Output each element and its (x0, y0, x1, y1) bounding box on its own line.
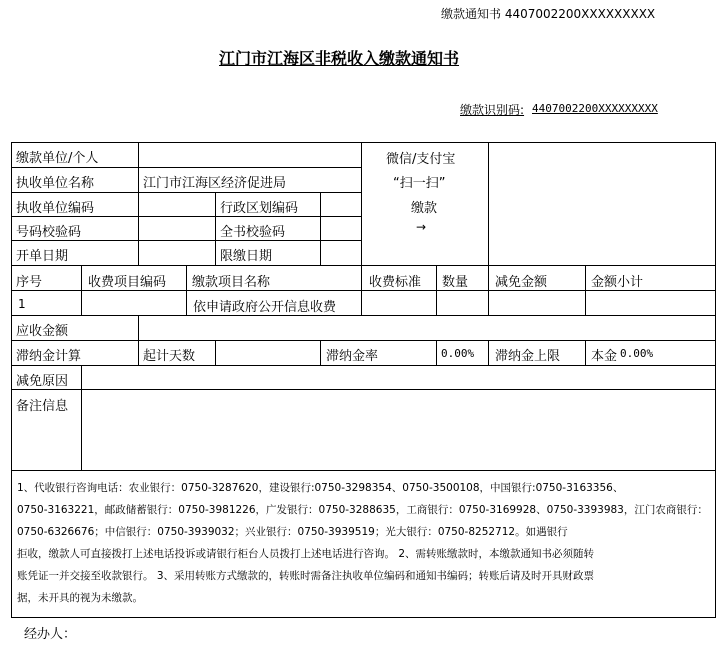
reduction-reason-label: 减免原因 (16, 374, 69, 389)
receivable-label: 应收金额 (16, 324, 69, 339)
note-line: 拒收，缴款人可直接拨打上述电话投诉或请银行柜台人员拨打上述电话进行咨询。 2、需转账缴款时，本缴款通知书必须随转 (17, 548, 595, 560)
principal-label: 本金 (591, 349, 618, 364)
qr-line-1: 微信/支付宝 (386, 152, 456, 167)
col-header-fee-code: 收费项目编码 (88, 275, 167, 290)
page-title: 江门市江海区非税收入缴款通知书 (219, 49, 460, 68)
note-line: 账凭证一并交接至收款银行。 3、采用转账方式缴款的，转账时需备注执收单位编码和通知书编码；转账后请及时开具财政票 (17, 570, 595, 582)
remarks-label: 备注信息 (16, 399, 69, 414)
payment-id-value: 4407002200XXXXXXXXX (532, 102, 658, 115)
col-header-seq: 序号 (16, 275, 43, 290)
deadline-label: 限缴日期 (220, 249, 273, 264)
cell-item-name: 依申请政府公开信息收费 (193, 300, 337, 315)
arrow-right-icon: → (416, 220, 427, 234)
col-header-quantity: 数量 (442, 275, 469, 290)
payment-id-label: 缴款识别码: (460, 103, 525, 117)
number-check-label: 号码校验码 (16, 225, 82, 240)
note-line: 1、代收银行咨询电话：农业银行：0750-3287620，建设银行:0750-3298354、0750-3500108，中国银行:0750-3163356、 (17, 482, 624, 494)
note-line: 0750-3163221，邮政储蓄银行：0750-3981226，广发银行：0750-3288635，工商银行：0750-3169928、0750-3393983，江门农商银行： (17, 504, 708, 516)
principal-value: 0.00% (620, 347, 654, 360)
handler-label: 经办人： (24, 627, 77, 642)
full-check-label: 全书校验码 (220, 225, 286, 240)
qr-line-2: “扫一扫” (393, 176, 446, 191)
collector-code-label: 执收单位编码 (16, 201, 95, 216)
notice-number: 缴款通知书 4407002200XXXXXXXXX (441, 7, 656, 21)
col-header-reduction: 减免金额 (495, 275, 548, 290)
note-line: 0750-6326676；中信银行：0750-3939032；兴业银行：0750-3939519；光大银行：0750-8252712。如遇银行 (17, 526, 568, 538)
col-header-item-name: 缴款项目名称 (192, 275, 271, 290)
region-code-label: 行政区划编码 (220, 201, 299, 216)
late-rate-label: 滞纳金率 (326, 349, 379, 364)
late-cap-label: 滞纳金上限 (495, 349, 561, 364)
note-line: 据，未开具的视为未缴款。 (17, 592, 143, 604)
late-rate-value: 0.00% (441, 347, 475, 360)
col-header-standard: 收费标准 (369, 275, 422, 290)
collector-name-value: 江门市江海区经济促进局 (143, 176, 287, 191)
cell-seq: 1 (18, 297, 26, 311)
payer-label: 缴款单位/个人 (16, 151, 99, 166)
start-days-label: 起计天数 (143, 349, 196, 364)
collector-name-label: 执收单位名称 (16, 176, 95, 191)
col-header-subtotal: 金额小计 (591, 275, 644, 290)
late-fee-calc-label: 滞纳金计算 (16, 349, 82, 364)
qr-line-3: 缴款 (411, 201, 438, 216)
issue-date-label: 开单日期 (16, 249, 69, 264)
